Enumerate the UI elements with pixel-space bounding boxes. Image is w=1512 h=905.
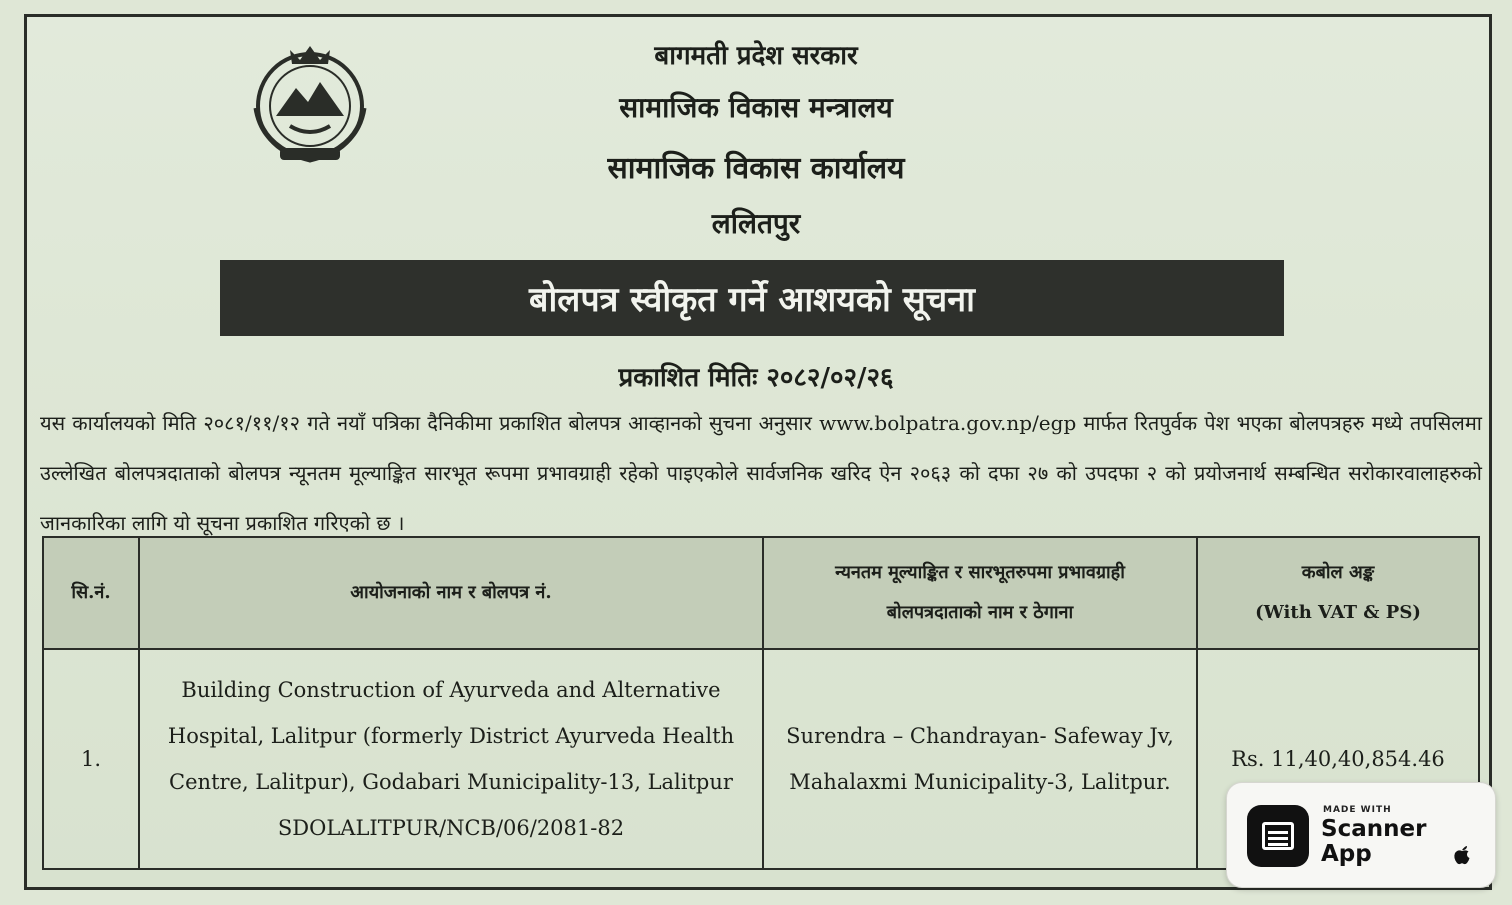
scanner-app-icon (1247, 805, 1309, 867)
badge-app-name-line1: Scanner (1321, 816, 1427, 842)
header-project: आयोजनाको नाम र बोलपत्र नं. (139, 537, 763, 649)
row-sn: 1. (43, 649, 139, 869)
notice-body: यस कार्यालयको मिति २०८१/११/१२ गते नयाँ पत्रिका दैनिकीमा प्रकाशित बोलपत्र आव्हानको सुचना अनुसार www.bolpatra.gov.np/egp मार्फत रितपुर्वक पेश भएका बोलपत्रहरु मध्ये तपसिलमा उल्लेखित बोलपत्रदाताको बोलपत्र न्यूनतम मूल्याङ्कित सारभूत रूपमा प्रभावग्राही रहेको पाइएकोले सार्वजनिक खरिद ऐन २०६३ को दफा २७ को उपदफा २ को प्रयोजनार्थ सम्बन्धित सरोकारवालाहरुको जानकारिका लागि यो सूचना प्रकाशित गरिएको छ । (40, 411, 1482, 535)
header-bidder (763, 537, 1197, 649)
published-date: प्रकाशित मितिः २०८२/०२/२६ (618, 363, 894, 393)
row-amount: Rs. 11,40,40,854.46 (1197, 649, 1479, 869)
apple-icon (1453, 845, 1471, 865)
table-header-row (43, 537, 1479, 649)
project-line: Hospital, Lalitpur (formerly District Ayurveda Health (167, 724, 735, 748)
badge-app-name-line2: App (1321, 841, 1372, 867)
scanner-app-badge[interactable] (1226, 782, 1496, 888)
project-line: Building Construction of Ayurveda and Alternative (181, 678, 721, 702)
badge-app-name (1321, 817, 1426, 867)
bidder-name: Surendra – Chandrayan- Safeway Jv, (786, 724, 1174, 748)
office-name: सामाजिक विकास कार्यालय (607, 151, 905, 186)
bidder-address: Mahalaxmi Municipality-3, Lalitpur. (789, 770, 1171, 794)
header-sn: सि.नं. (43, 537, 139, 649)
ministry-name: सामाजिक विकास मन्त्रालय (619, 91, 893, 124)
project-line: Centre, Lalitpur), Godabari Municipality-13, Lalitpur (169, 770, 733, 794)
header-amount-line2: (With VAT & PS) (1255, 602, 1421, 623)
office-location: ललितपुर (711, 207, 801, 240)
header-amount-line1: कबोल अङ्क (1301, 562, 1375, 583)
tender-number: SDOLALITPUR/NCB/06/2081-82 (277, 816, 625, 840)
header-bidder-line1: न्यनतम मूल्याङ्कित र सारभूतरुपमा प्रभावग्राही (835, 562, 1125, 583)
header-amount (1197, 537, 1479, 649)
gov-name: बागमती प्रदेश सरकार (654, 41, 858, 71)
header-bidder-line2: बोलपत्रदाताको नाम र ठेगाना (886, 602, 1074, 623)
badge-made-with: MADE WITH (1323, 805, 1392, 815)
row-project (139, 649, 763, 869)
row-bidder (763, 649, 1197, 869)
notice-title: बोलपत्र स्वीकृत गर्ने आशयको सूचना (220, 260, 1284, 336)
